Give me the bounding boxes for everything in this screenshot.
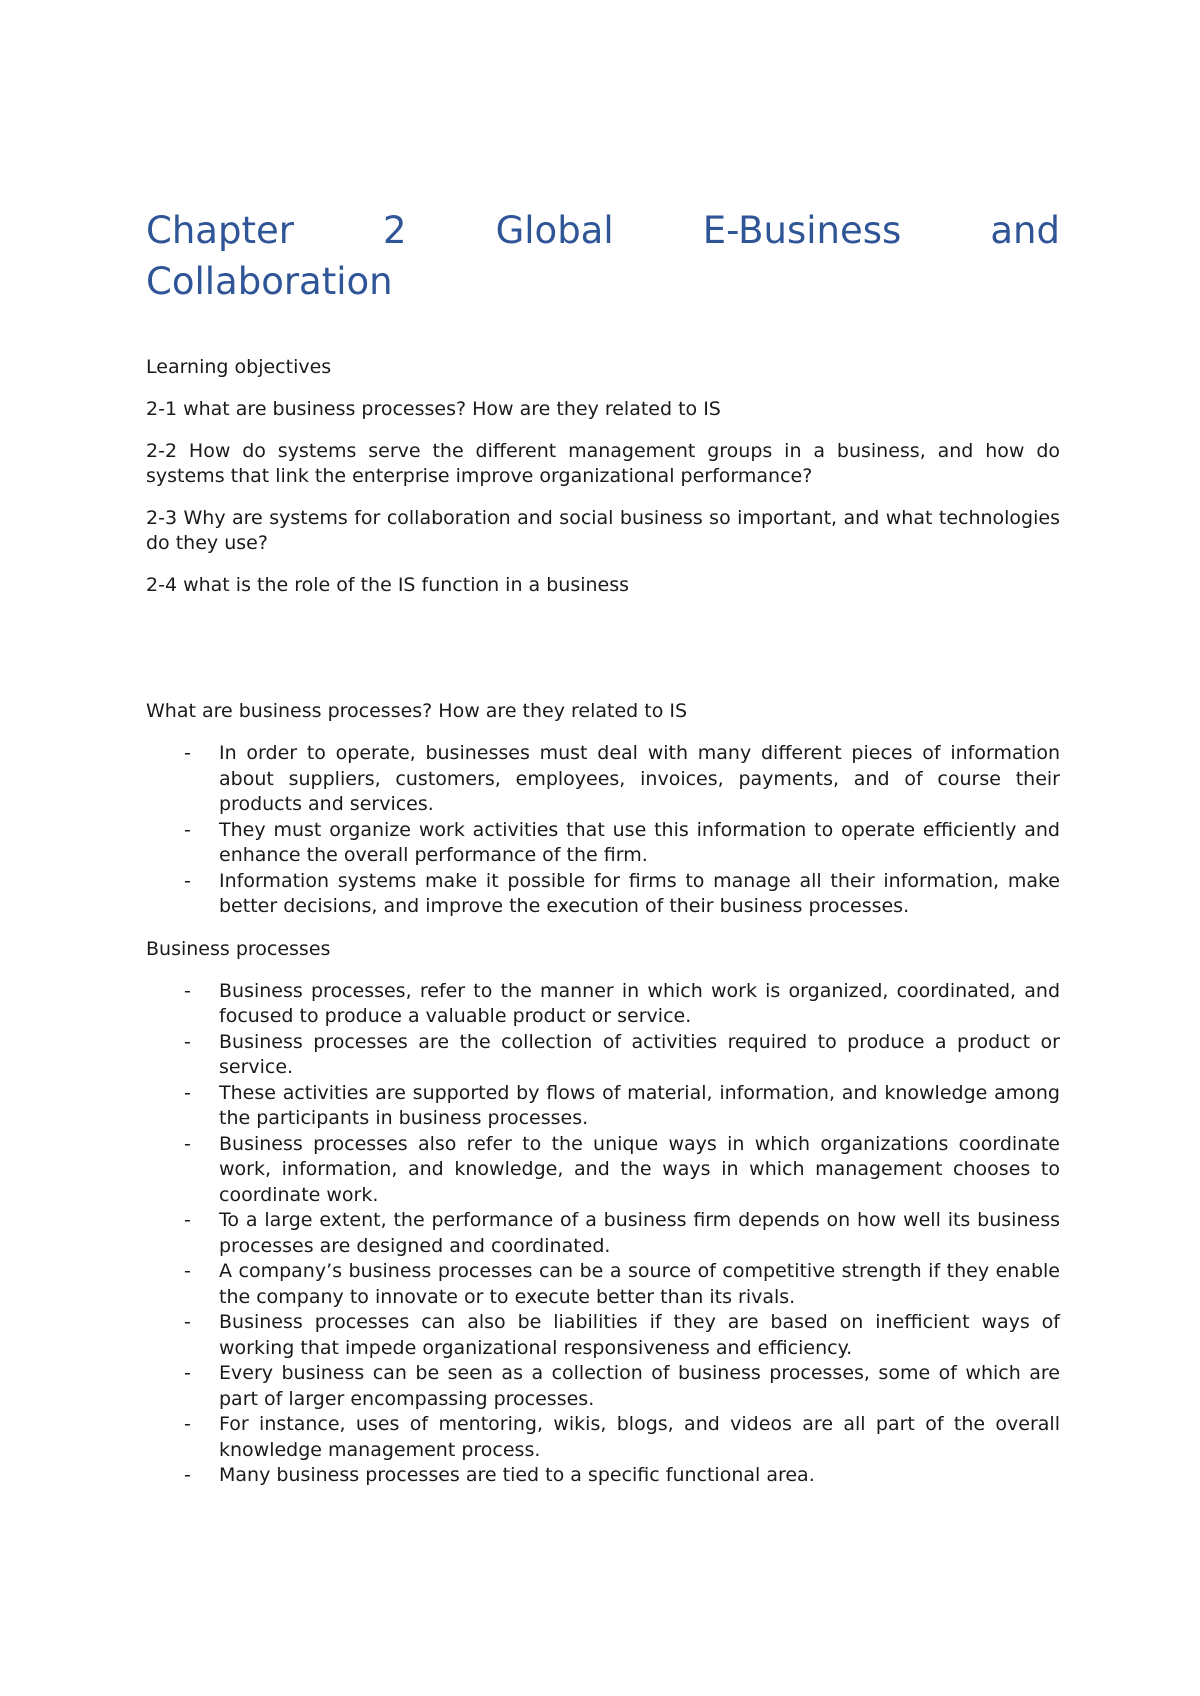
list-item (146, 979, 1060, 1030)
list-item-text: Business processes also refer to the unique ways in which organizations coordinate work, information, and knowledge, and the ways in which management chooses to coordinate work. (219, 1132, 1060, 1206)
objective-item: 2-4 what is the role of the IS function in a business (146, 574, 630, 596)
dash-bullet: - (184, 1311, 191, 1333)
learning-objectives-heading: Learning objectives (146, 356, 332, 378)
dash-bullet: - (184, 979, 191, 1002)
list-item (146, 1412, 1060, 1463)
title-word: E-Business (702, 209, 902, 252)
list-item (146, 818, 1060, 869)
list-item-text: Business processes are the collection of activities required to produce a product or service. (219, 1030, 1060, 1078)
dash-bullet: - (184, 1260, 191, 1282)
blank-space (146, 615, 1060, 699)
objective-item: 2-2 How do systems serve the different management groups in a business, and how do systems that link the enterprise improve organizational performance? (146, 440, 1060, 487)
title-word: Chapter (146, 209, 294, 252)
list-item-text: Many business processes are tied to a specific functional area. (219, 1464, 815, 1486)
section1-list (146, 741, 1060, 920)
dash-bullet: - (184, 1081, 191, 1104)
objective-item: 2-3 Why are systems for collaboration and social business so important, and what technologies do they use? (146, 507, 1060, 554)
dash-bullet: - (184, 1132, 191, 1155)
dash-bullet: - (184, 1030, 191, 1053)
chapter-title-line1 (146, 205, 1060, 256)
list-item (146, 1310, 1060, 1361)
list-item-text: These activities are supported by flows of material, information, and knowledge among the participants in business processes. (219, 1081, 1060, 1129)
list-item (146, 741, 1060, 818)
list-item-text: For instance, uses of mentoring, wikis, blogs, and videos are all part of the overall knowledge management process. (219, 1413, 1060, 1461)
title-word: and (990, 209, 1060, 252)
section2-list (146, 979, 1060, 1489)
list-item-text: Information systems make it possible for firms to manage all their information, make better decisions, and improve the execution of their business processes. (219, 869, 1060, 917)
dash-bullet: - (184, 1209, 191, 1231)
section-heading-business-processes: Business processes (146, 937, 331, 960)
list-item-text: Business processes, refer to the manner in which work is organized, coordinated, and focused to produce a valuable product or service. (219, 979, 1060, 1027)
dash-bullet: - (184, 1413, 191, 1435)
dash-bullet: - (184, 1464, 191, 1486)
chapter-title (146, 205, 1060, 307)
section-heading-business-processes-is: What are business processes? How are they related to IS (146, 700, 688, 722)
list-item-text: In order to operate, businesses must deal with many different pieces of information about suppliers, customers, employees, invoices, payments, and of course their products and services. (219, 742, 1060, 815)
dash-bullet: - (184, 1362, 191, 1384)
list-item (146, 1081, 1060, 1132)
list-item (146, 1208, 1060, 1259)
list-item-text: A company’s business processes can be a source of competitive strength if they enable the company to innovate or to execute better than its rivals. (219, 1260, 1060, 1308)
chapter-title-line2: Collaboration (146, 260, 393, 303)
dash-bullet: - (184, 818, 191, 841)
list-item-text: They must organize work activities that use this information to operate efficiently and enhance the overall performance of the firm. (219, 818, 1060, 866)
list-item (146, 1463, 1060, 1489)
list-item (146, 1132, 1060, 1209)
list-item-text: Every business can be seen as a collection of business processes, some of which are part of larger encompassing processes. (219, 1362, 1060, 1410)
objective-item: 2-1 what are business processes? How are they related to IS (146, 398, 721, 420)
list-item-text: To a large extent, the performance of a business firm depends on how well its business processes are designed and coordinated. (219, 1209, 1060, 1257)
dash-bullet: - (184, 742, 191, 764)
title-word: 2 (383, 209, 407, 252)
list-item (146, 1361, 1060, 1412)
title-word: Global (495, 209, 614, 252)
list-item (146, 869, 1060, 920)
list-item-text: Business processes can also be liabilities if they are based on inefficient ways of working that impede organizational responsiveness and efficiency. (219, 1311, 1060, 1359)
list-item (146, 1259, 1060, 1310)
list-item (146, 1030, 1060, 1081)
document-page (146, 205, 1060, 1506)
dash-bullet: - (184, 869, 191, 892)
